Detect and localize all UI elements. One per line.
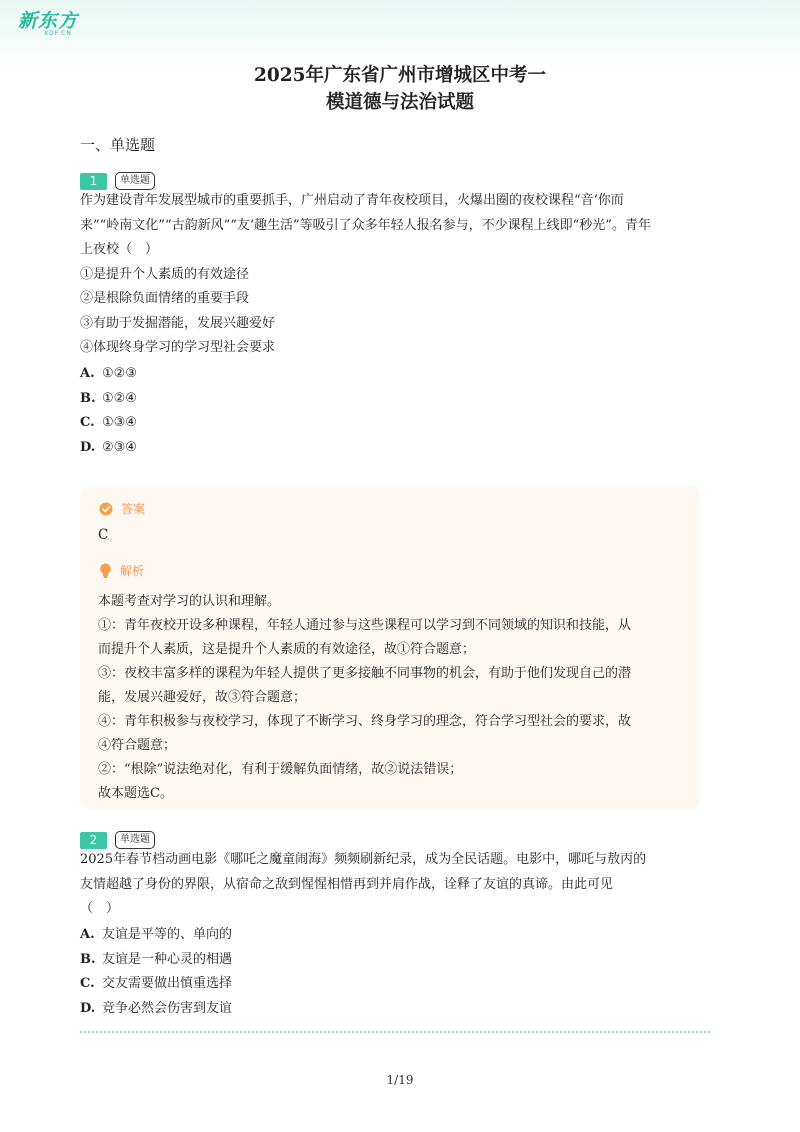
analysis-line: ③：夜校丰富多样的课程为年轻人提供了更多接触不同事物的机会，有助于他们发现自己的潜 <box>98 666 632 681</box>
option-b[interactable]: B. ①②④ <box>80 390 137 406</box>
section-heading: 一、单选题 <box>80 136 156 154</box>
answer-label: 答案 <box>99 500 145 517</box>
option-a[interactable]: A. ①②③ <box>80 366 137 381</box>
analysis-line: ④：青年积极参与夜校学习，体现了不断学习、终身学习的理念，符合学习型社会的要求，故 <box>98 714 632 729</box>
option-c[interactable]: C. ①③④ <box>80 415 137 430</box>
stem-line: 上夜校（ ） <box>80 242 159 257</box>
answer-analysis-box <box>80 487 700 809</box>
header-band <box>0 0 800 70</box>
option-c[interactable]: C. 交友需要做出慎重选择 <box>80 976 233 991</box>
page-title <box>180 62 620 116</box>
analysis-line: 本题考查对学习的认识和理解。 <box>98 594 281 609</box>
stem-line: ④体现终身学习的学习型社会要求 <box>80 340 276 355</box>
question-2-header <box>80 830 155 850</box>
logo-subtext: XDF.CN <box>44 30 72 37</box>
lightbulb-icon <box>99 563 112 578</box>
stem-line: 来”“岭南文化”“古韵新风”“友‘趣生活”等吸引了众多年轻人报名参与，不少课程上线即“秒光”。青年 <box>80 217 651 233</box>
stem-line: （ ） <box>80 901 120 916</box>
analysis-line: ②：“根除”说法绝对化，有利于缓解负面情绪，故②说法错误； <box>98 762 463 777</box>
analysis-line: 能，发展兴趣爱好，故③符合题意； <box>98 690 307 705</box>
answer-value: C <box>98 527 109 543</box>
option-d[interactable]: D. 竞争必然会伤害到友谊 <box>80 1000 233 1016</box>
question-2-stem <box>80 848 708 922</box>
logo-text: 新东方 <box>18 10 79 32</box>
stem-line: 友情超越了身份的界限，从宿命之敌到惺惺相惜再到并肩作战，诠释了友谊的真谛。由此可见 <box>80 876 614 892</box>
page-title-line-1: 2025年广东省广州市增城区中考一 <box>254 65 546 86</box>
option-d[interactable]: D. ②③④ <box>80 439 137 455</box>
stem-line: 作为建设青年发展型城市的重要抓手，广州启动了青年夜校项目，火爆出圈的夜校课程“音‘你而 <box>80 193 624 208</box>
question-number-badge: 1 <box>80 173 107 190</box>
analysis-line: 故本题选C。 <box>98 786 173 801</box>
option-b[interactable]: B. 友谊是一种心灵的相遇 <box>80 951 233 967</box>
question-1-header <box>80 171 155 191</box>
page-number: 1/19 <box>386 1073 414 1087</box>
dotted-divider <box>80 1031 710 1033</box>
logo <box>18 10 78 37</box>
question-1-options <box>80 362 137 460</box>
stem-line: ③有助于发掘潜能，发展兴趣爱好 <box>80 315 276 331</box>
stem-line: ②是根除负面情绪的重要手段 <box>80 291 250 306</box>
page-title-line-2: 模道德与法治试题 <box>325 92 474 113</box>
analysis-label: 解析 <box>99 562 144 579</box>
analysis-line: 而提升个人素质，这是提升个人素质的有效途径，故①符合题意； <box>98 642 476 657</box>
question-2-options <box>80 923 232 1021</box>
stem-line: ①是提升个人素质的有效途径 <box>80 266 250 282</box>
question-type-tag: 单选题 <box>115 172 155 190</box>
check-badge-icon <box>99 502 113 516</box>
option-a[interactable]: A. 友谊是平等的、单向的 <box>80 927 233 942</box>
question-1-stem <box>80 189 708 361</box>
stem-line: 2025年春节档动画电影《哪吒之魔童闹海》频频刷新纪录，成为全民话题。电影中，哪吒与敖丙的 <box>80 852 647 867</box>
question-type-tag: 单选题 <box>115 831 155 849</box>
analysis-line: ①：青年夜校开设多种课程，年轻人通过参与这些课程可以学习到不同领域的知识和技能，从 <box>98 618 632 633</box>
analysis-line: ④符合题意； <box>98 738 177 753</box>
analysis-text <box>98 590 682 806</box>
question-number-badge: 2 <box>80 832 107 849</box>
